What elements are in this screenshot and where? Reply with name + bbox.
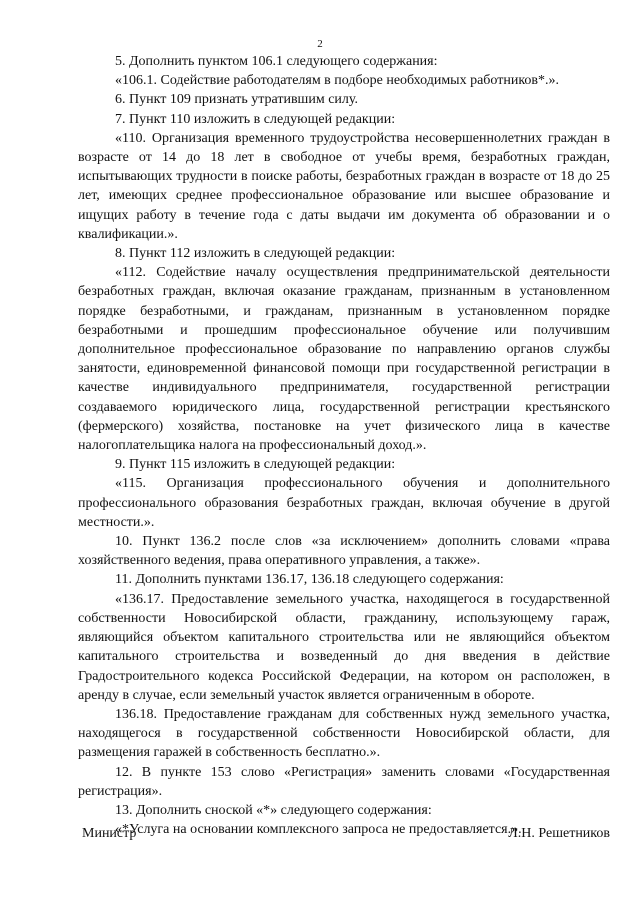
paragraph-quote-136-18: 136.18. Предоставление гражданам для собственных нужд земельного участка, находящегося в государственной собственности Новосибирской области, для размещения гаражей в собственность бесплатно.». [78, 706, 610, 761]
signatory-title: Министр [82, 826, 137, 841]
paragraph-item-12: 12. В пункте 153 слово «Регистрация» заменить словами «Государственная регистрация». [78, 764, 610, 799]
paragraph-quote-136-17: «136.17. Предоставление земельного участка, находящегося в государственной собственности Новосибирской области, гражданину, использующему гараж, являющийся объектом капитального строительства или не являющийся объектом капитального строительства и возведенный до дня введения в действие Градостроительного кодекса Российской Федерации, на котором он расположен, в аренду в случае, если земельный участок является ограниченным в обороте. [78, 591, 610, 703]
paragraph-footnote-quote: «*Услуга на основании комплексного запроса не предоставляется.». [115, 822, 522, 838]
paragraph-quote-115: «115. Организация профессионального обучения и дополнительного профессионального образования безработных граждан, включая обучение в другой местности.». [78, 476, 610, 530]
paragraph-quote-110: «110. Организация временного трудоустройства несовершеннолетних граждан в возрасте от 14 до 18 лет в свободное от учебы время, безработных граждан, испытывающих трудности в поиске работы, безработных граждан в возрасте от 18 до 25 лет, имеющих среднее профессиональное образование или высшее образование и ищущих работу в течение года с даты выдачи им документа об образовании и о квалификации.». [78, 130, 610, 242]
paragraph-item-5: 5. Дополнить пунктом 106.1 следующего содержания: [115, 54, 438, 69]
document-body [78, 52, 610, 839]
paragraph-item-10: 10. Пункт 136.2 после слов «за исключением» дополнить словами «права хозяйственного ведения, права оперативного управления, а также». [78, 534, 610, 569]
paragraph-item-8: 8. Пункт 112 изложить в следующей редакции: [115, 246, 396, 262]
page-number: 2 [317, 38, 323, 50]
paragraph-quote-106-1: «106.1. Содействие работодателям в подборе необходимых работников*.». [115, 73, 560, 89]
paragraph-item-13: 13. Дополнить сноской «*» следующего содержания: [115, 802, 432, 818]
paragraph-item-11: 11. Дополнить пунктами 136.17, 136.18 следующего содержания: [115, 572, 504, 588]
paragraph-item-9: 9. Пункт 115 изложить в следующей редакции: [115, 457, 396, 473]
signature-block [82, 826, 610, 846]
signatory-name: Л.Н. Решетников [508, 826, 610, 841]
paragraph-item-7: 7. Пункт 110 изложить в следующей редакции: [115, 111, 396, 127]
paragraph-quote-112: «112. Содействие началу осуществления предпринимательской деятельности безработных граждан, включая оказание гражданам, признанным в установленном порядке безработными, и гражданам, признанным в установленном порядке безработными и прошедшим профессиональное обучение или получившим дополнительное профессиональное образование по направлению органов службы занятости, единовременной финансовой помощи при государственной регистрации в качестве индивидуального предпринимателя, государственной регистрации создаваемого юридического лица, государственной регистрации крестьянского (фермерского) хозяйства, постановке на учет физического лица в качестве налогоплательщика налога на профессиональный доход.». [78, 265, 610, 454]
paragraph-item-6: 6. Пункт 109 признать утратившим силу. [115, 92, 358, 108]
